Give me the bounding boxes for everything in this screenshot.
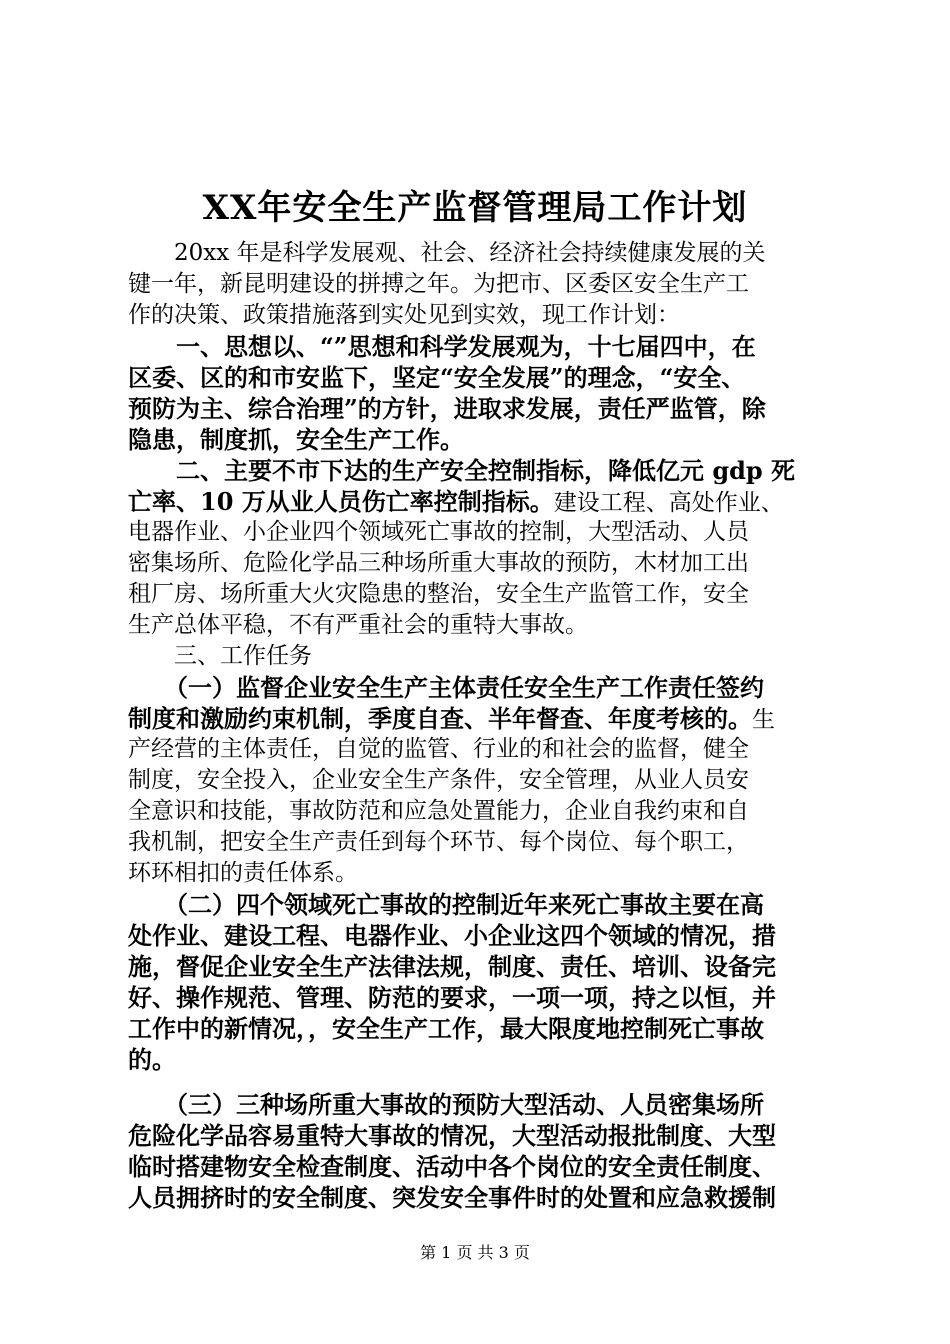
bold-segment: 制度和激励约束机制，季度自查、半年督查、年度考核的。 [128,704,752,733]
text-line: 的。 [128,1045,176,1074]
text-line: 作的决策、政策措施落到实处见到实效，现工作计划： [128,302,680,328]
text-line: 我机制，把安全生产责任到每个环节、每个岗位、每个职工， [128,829,749,855]
paragraph-gap [128,1075,830,1089]
text-line: 全意识和技能，事故防范和应急处置能力，企业自我约束和自 [128,798,749,824]
text-line: 工作中的新情况，，安全生产工作，最大限度地控制死亡事故 [128,1014,764,1043]
subsection-heading-line: （二）四个领域死亡事故的控制近年来死亡事故主要在高 [128,890,764,919]
text-line [128,703,830,734]
text-line: 电器作业、小企业四个领域死亡事故的控制，大型活动、人员 [128,519,749,545]
document-body [128,238,830,1213]
text-line: 租厂房、场所重大火灾隐患的整治，安全生产监管工作，安全 [128,581,749,607]
section-heading-line: 三、工作任务 [128,643,312,669]
subsection-heading-line: （三）三种场所重大事故的预防大型活动、人员密集场所 [128,1090,764,1119]
text-line: 产经营的主体责任，自觉的监管、行业的和社会的监督，健全 [128,736,749,762]
text-line [128,486,830,517]
text-line: 20xx 年是科学发展观、社会、经济社会持续健康发展的关 [128,240,766,266]
text-line: 临时搭建物安全检查制度、活动中各个岗位的安全责任制度、 [128,1152,776,1181]
text-line: 环环相扣的责任体系。 [128,860,358,886]
text-line: 区委、区的和市安监下，坚定“安全发展”的理念，“安全、 [128,363,746,392]
normal-segment: 生 [752,707,775,733]
text-line: 好、操作规范、管理、防范的要求，一项一项，持之以恒，并 [128,983,776,1012]
text-line: 施，督促企业安全生产法律法规，制度、责任、培训、设备完 [128,952,776,981]
text-line: 密集场所、危险化学品三种场所重大事故的预防，木材加工出 [128,550,749,576]
text-line: 人员拥挤时的安全制度、突发安全事件时的处置和应急救援制 [128,1183,776,1212]
text-line: 预防为主、综合治理”的方针，进取求发展，责任严监管，除 [128,394,766,423]
text-line: 制度，安全投入，企业安全生产条件，安全管理，从业人员安 [128,767,749,793]
text-line: 键一年，新昆明建设的拼搏之年。为把市、区委区安全生产工 [128,271,749,297]
subsection-heading-line: （一）监督企业安全生产主体责任安全生产工作责任签约 [128,673,764,702]
section-heading-line: 二、主要不市下达的生产安全控制指标，降低亿元 gdp 死 [128,456,796,485]
normal-segment: 建设工程、高处作业、 [553,490,784,516]
text-line: 隐患，制度抓，安全生产工作。 [128,425,464,454]
section-heading-line: 一、思想以、“”思想和科学发展观为，十七届四中，在 [128,332,756,361]
text-line: 危险化学品容易重特大事故的情况，大型活动报批制度、大型 [128,1121,776,1150]
document-title: XX年安全生产监督管理局工作计划 [202,188,748,228]
page-footer: 第 1 页 共 3 页 [420,1243,530,1262]
text-line: 生产总体平稳，不有严重社会的重特大事故。 [128,612,588,638]
bold-segment: 亡率、10 万从业人员伤亡率控制指标。 [128,487,554,516]
text-line: 处作业、建设工程、电器作业、小企业这四个领域的情况，措 [128,921,776,950]
